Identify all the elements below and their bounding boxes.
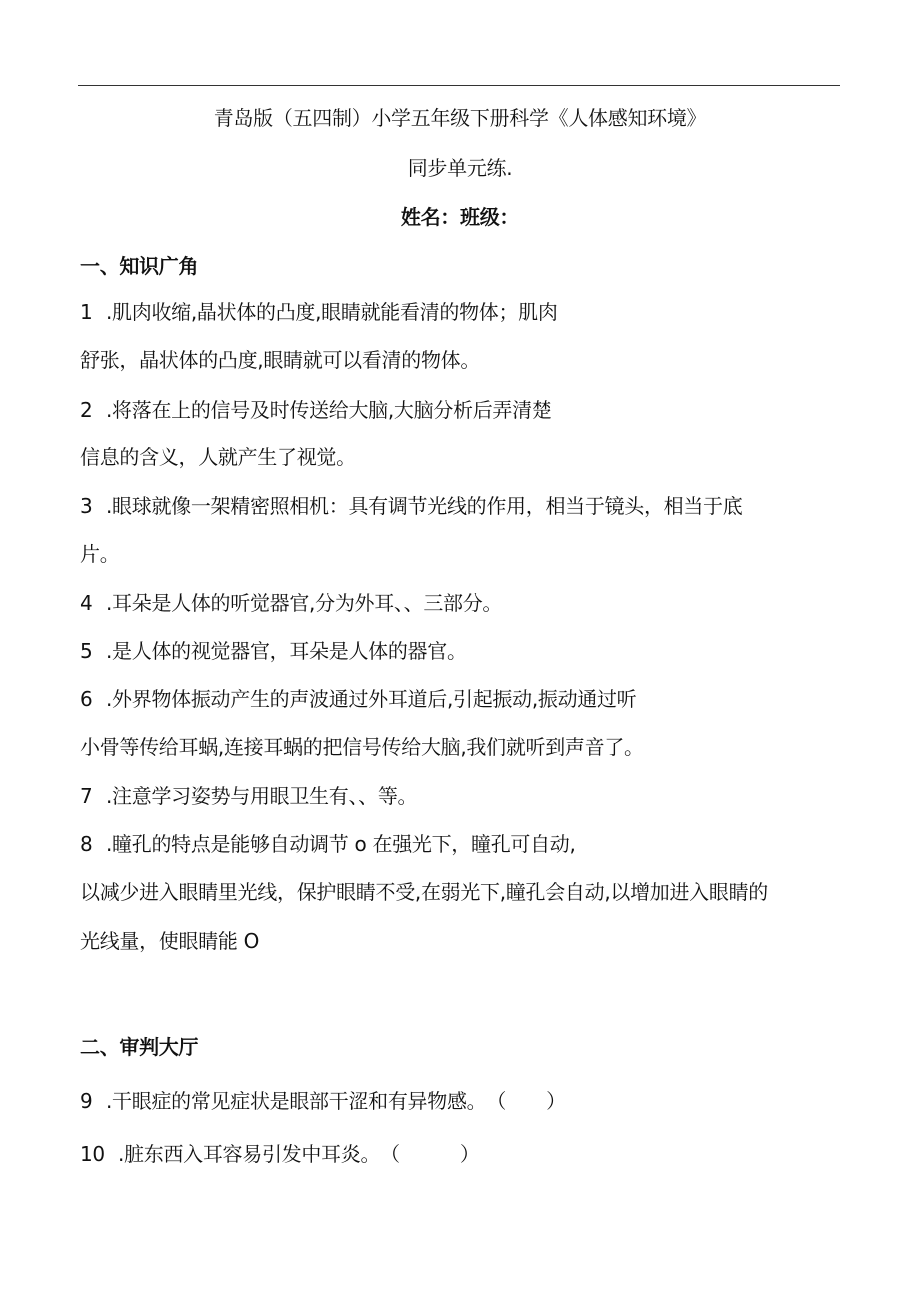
question-8-line-2: 以减少进入眼睛里光线，保护眼睛不受,在弱光下,瞳孔会自动,以增加进入眼睛的	[80, 880, 768, 904]
document-title: 青岛版（五四制）小学五年级下册科学《人体感知环境》	[213, 106, 707, 130]
document-subtitle: 同步单元练.	[407, 156, 513, 180]
question-3-line-2: 片。	[80, 542, 120, 566]
question-7	[80, 782, 417, 810]
question-4	[80, 589, 502, 617]
question-text: .脏东西入耳容易引发中耳炎。	[118, 1142, 381, 1166]
question-number: 8	[80, 832, 93, 856]
question-text: .干眼症的常见症状是眼部干涩和有异物感。	[106, 1089, 487, 1113]
question-8-line-3: 光线量，使眼睛能 O	[80, 929, 260, 953]
question-6-line-1	[80, 685, 636, 713]
section1-heading: 一、知识广角	[80, 254, 199, 278]
question-number: 2	[80, 398, 93, 422]
question-5	[80, 637, 467, 665]
question-1-line-2: 舒张，晶状体的凸度,眼睛就可以看清的物体。	[80, 348, 481, 372]
answer-bracket-close: ）	[546, 1089, 566, 1113]
question-number: 3	[80, 494, 93, 518]
answer-bracket-open[interactable]: （	[486, 1089, 507, 1113]
question-number: 4	[80, 591, 93, 615]
question-10	[80, 1140, 480, 1168]
question-text: .外界物体振动产生的声波通过外耳道后,引起振动,振动通过听	[106, 687, 637, 711]
answer-bracket-open[interactable]: （	[380, 1142, 400, 1166]
question-text: .肌肉收缩,晶状体的凸度,眼睛就能看清的物体；肌肉	[106, 300, 558, 324]
question-text: .耳朵是人体的听觉器官,分为外耳、、三部分。	[106, 591, 503, 615]
question-text: .将落在上的信号及时传送给大脑,大脑分析后弄清楚	[106, 398, 552, 422]
question-6-line-2: 小骨等传给耳蜗,连接耳蜗的把信号传给大脑,我们就听到声音了。	[80, 735, 644, 759]
question-1-line-1	[80, 298, 558, 326]
question-text: .注意学习姿势与用眼卫生有、、等。	[106, 784, 418, 808]
question-number: 7	[80, 784, 93, 808]
question-8-line-1	[80, 830, 576, 858]
question-text: .瞳孔的特点是能够自动调节 o 在强光下，瞳孔可自动,	[106, 832, 576, 856]
question-number: 1	[80, 300, 93, 324]
question-text: .是人体的视觉器官，耳朵是人体的器官。	[106, 639, 467, 663]
question-text: .眼球就像一架精密照相机：具有调节光线的作用，相当于镜头，相当于底	[106, 494, 743, 518]
question-number: 5	[80, 639, 93, 663]
question-2-line-1	[80, 396, 552, 424]
answer-bracket-close: ）	[459, 1142, 480, 1166]
question-3-line-1	[80, 492, 742, 520]
question-number: 6	[80, 687, 93, 711]
question-number: 9	[80, 1089, 93, 1113]
question-2-line-2: 信息的含义，人就产生了视觉。	[80, 445, 356, 469]
question-number: 10	[80, 1142, 105, 1166]
question-9	[80, 1087, 566, 1115]
header-rule	[78, 85, 840, 86]
section2-heading: 二、审判大厅	[80, 1035, 199, 1059]
name-class-field: 姓名：班级：	[400, 205, 520, 229]
